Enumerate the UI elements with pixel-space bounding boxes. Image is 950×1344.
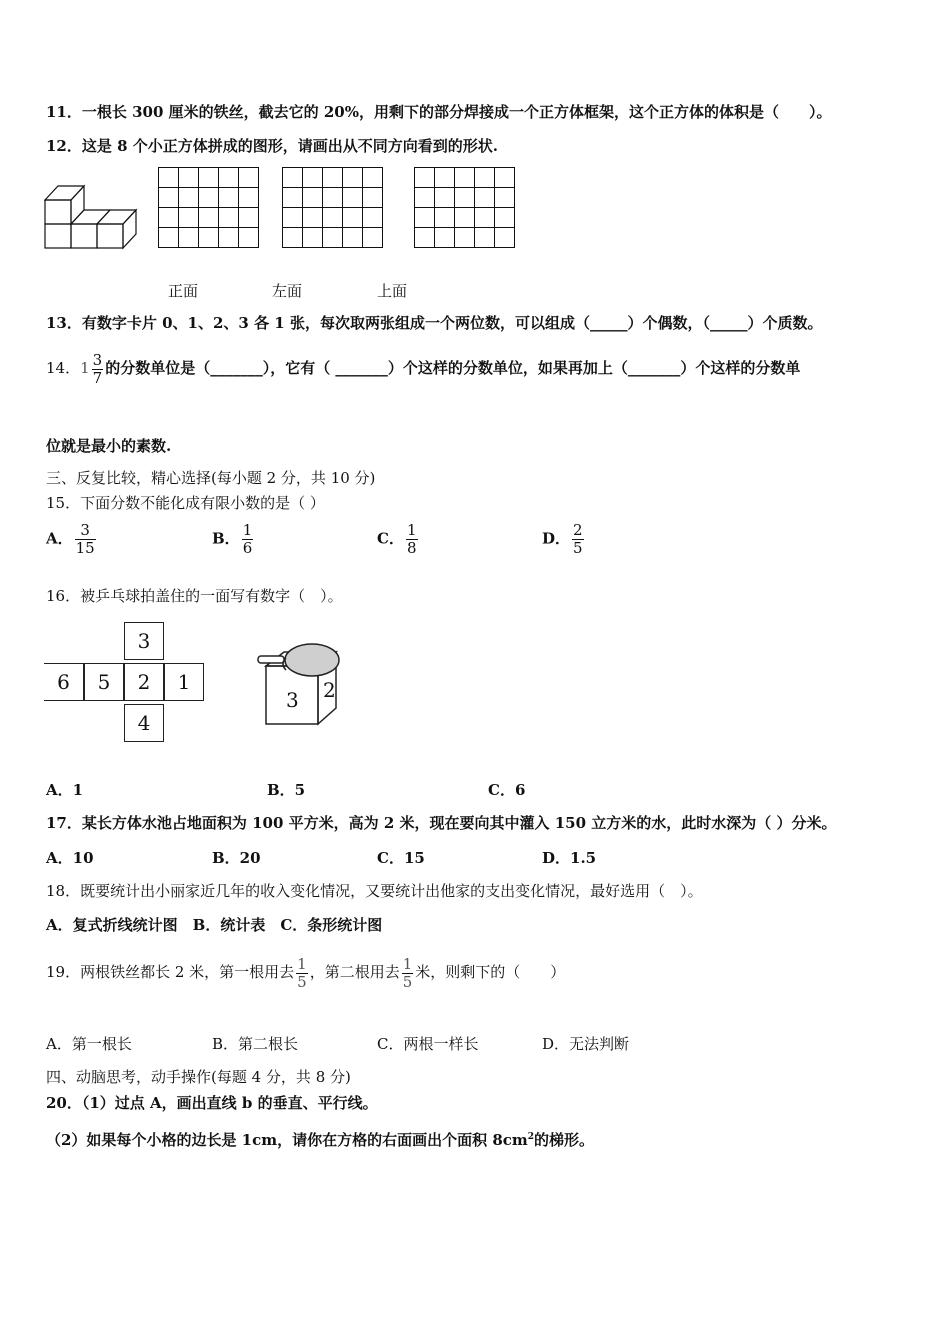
question-14 xyxy=(46,348,800,388)
q16-stem: 16．被乒乓球拍盖住的一面写有数字（ ）。 xyxy=(46,587,343,605)
section-4-heading xyxy=(46,1067,351,1087)
q20-1-text: 20．（1）过点 A，画出直线 b 的垂直、平行线。 xyxy=(46,1094,378,1112)
q19-part2: ，第二根用去 xyxy=(309,963,400,981)
grid-front[interactable] xyxy=(158,167,259,248)
net-cell-3: 2 xyxy=(124,663,164,701)
question-19 xyxy=(46,952,565,992)
q18-options-text[interactable]: A．复式折线统计图 B．统计表 C．条形统计图 xyxy=(46,916,383,934)
section-3-text: 三、反复比较，精心选择(每小题 2 分，共 10 分) xyxy=(46,469,376,487)
q16-option-a[interactable]: A．1 xyxy=(46,781,84,799)
label-left: 左面 xyxy=(272,282,303,300)
grid-top[interactable] xyxy=(414,167,515,248)
q14-number: 14． xyxy=(46,359,81,377)
q19-part3: 米，则剩下的（ ） xyxy=(415,963,566,981)
q19-option-a[interactable]: A．第一根长 xyxy=(46,1035,132,1053)
q19-option-b[interactable]: B．第二根长 xyxy=(212,1035,299,1053)
q14-whole: 1 xyxy=(80,359,90,377)
q19-fraction-2: $\frac{1}{5}$ xyxy=(402,954,413,991)
q15-stem: 15．下面分数不能化成有限小数的是（ ） xyxy=(46,494,325,512)
question-20-part2 xyxy=(46,1127,594,1150)
q18-options[interactable] xyxy=(46,915,382,935)
cube-side-number: 2 xyxy=(323,678,336,702)
grid-left[interactable] xyxy=(282,167,383,248)
q16-option-c[interactable]: C．6 xyxy=(488,781,526,799)
question-16 xyxy=(46,586,343,606)
net-cell-bottom: 4 xyxy=(124,704,164,742)
section-4-text: 四、动脑思考，动手操作(每题 4 分，共 8 分) xyxy=(46,1068,351,1086)
label-top: 上面 xyxy=(377,282,408,300)
q12-text: 12．这是 8 个小正方体拼成的图形，请画出从不同方向看到的形状. xyxy=(46,137,498,155)
label-front: 正面 xyxy=(168,282,199,300)
q15-option-d[interactable]: D． $\frac{2}{5}$ xyxy=(542,521,583,557)
question-15 xyxy=(46,493,325,513)
q20-2-sup: 2 xyxy=(527,1132,535,1142)
q19-option-c[interactable]: C．两根一样长 xyxy=(377,1035,479,1053)
net-cell-1: 6 xyxy=(44,663,84,701)
q11-text: 11．一根长 300 厘米的铁丝，截去它的 20%，用剩下的部分焊接成一个正方体框架，这个正方体的体积是（ ）。 xyxy=(46,103,832,121)
question-14-cont xyxy=(46,436,171,456)
question-12 xyxy=(46,136,498,156)
q19-option-d[interactable]: D．无法判断 xyxy=(542,1035,630,1053)
question-18 xyxy=(46,881,703,901)
q17-option-b[interactable]: B．20 xyxy=(212,849,261,867)
section-3-heading xyxy=(46,468,375,488)
q15-option-c[interactable]: C． $\frac{1}{8}$ xyxy=(377,521,417,557)
net-cell-4: 1 xyxy=(164,663,204,701)
q15-option-a[interactable]: A． $\frac{3}{15}$ xyxy=(46,521,95,557)
q14-fraction: $\frac{3}{7}$ xyxy=(92,350,103,387)
net-cell-top: 3 xyxy=(124,622,164,660)
question-17 xyxy=(46,813,837,833)
q17-option-a[interactable]: A．10 xyxy=(46,849,94,867)
cube-net-figure xyxy=(44,622,214,744)
q17-option-c[interactable]: C．15 xyxy=(377,849,425,867)
q20-2-before: （2）如果每个小格的边长是 1cm，请你在方格的右面画出个面积 8cm xyxy=(46,1131,528,1149)
cube-front-number: 3 xyxy=(286,688,299,712)
q18-stem: 18．既要统计出小丽家近几年的收入变化情况，又要统计出他家的支出变化情况，最好选用（ ）。 xyxy=(46,882,703,900)
question-20-part1 xyxy=(46,1093,378,1113)
q16-option-b[interactable]: B．5 xyxy=(267,781,306,799)
q14-line2: 位就是最小的素数. xyxy=(46,437,172,455)
question-11 xyxy=(46,102,831,122)
question-13 xyxy=(46,313,822,333)
q20-2-after: 的梯形。 xyxy=(534,1131,595,1149)
cube-stack-figure xyxy=(44,180,144,252)
q19-fraction-1: $\frac{1}{5}$ xyxy=(297,954,307,991)
q13-text: 13．有数字卡片 0、1、2、3 各 1 张，每次取两张组成一个两位数，可以组成（_____）个偶数，（_____）个质数。 xyxy=(46,314,823,332)
q15-option-b[interactable]: B． $\frac{1}{6}$ xyxy=(212,521,253,557)
net-cell-2: 5 xyxy=(84,663,124,701)
q19-part1: 19．两根铁丝都长 2 米，第一根用去 xyxy=(46,963,295,981)
q17-option-d[interactable]: D．1.5 xyxy=(542,849,597,867)
cube-paddle-figure xyxy=(256,640,346,730)
q17-stem: 17．某长方体水池占地面积为 100 平方米，高为 2 米，现在要向其中灌入 150 立方米的水，此时水深为（ ）分米。 xyxy=(46,814,837,832)
q14-text: 的分数单位是（_______），它有（ _______）个这样的分数单位，如果再加上（_______）个这样的分数单 xyxy=(105,359,801,377)
